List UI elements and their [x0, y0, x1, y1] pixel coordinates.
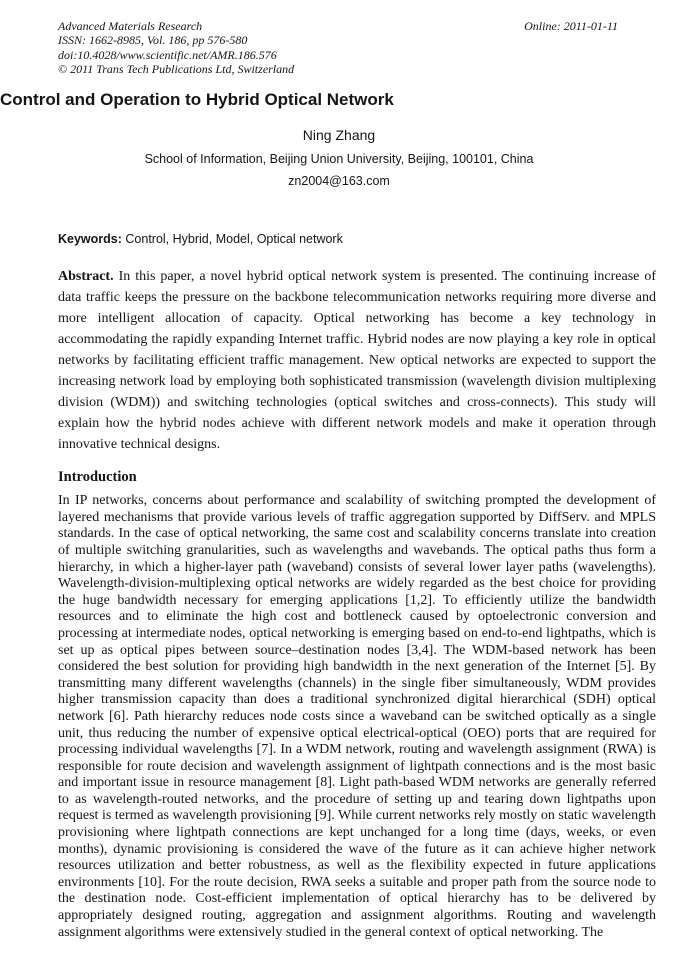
abstract-label: Abstract. [58, 269, 114, 285]
author-name: Ning Zhang [302, 127, 376, 144]
keywords-line [58, 232, 656, 247]
author-affiliation: School of Information, Beijing Union University, Beijing, 100101, China [144, 152, 534, 167]
journal-header [58, 19, 656, 76]
abstract-text: In this paper, a novel hybrid optical network system is presented. The continuing increase of data traffic keeps the pressure on the backbone telecommunication networks requiring more diverse and more intelligent allocation of capacity. Optical networking has become a key technology in accommodating the rapidly expanding Internet traffic. Hybrid nodes are now playing a key role in optical networks by facilitating efficient traffic management. New optical networks are expected to support the increasing network load by employing both sophisticated transmission (wavelength division multiplexing division (WDM)) and switching technologies (optical switches and cross-connects). This study will explain how the hybrid nodes achieve with different network models and make it operation through innovative technical designs. [58, 269, 657, 453]
author-email: zn2004@163.com [288, 174, 390, 189]
page-title: Control and Operation to Hybrid Optical Network [0, 90, 394, 110]
keywords-label: Keywords: [58, 232, 122, 247]
journal-name: Advanced Materials Research [58, 19, 203, 33]
section-heading-introduction: Introduction [58, 469, 137, 486]
abstract-paragraph [58, 266, 656, 455]
journal-doi-line: doi:10.4028/www.scientific.net/AMR.186.576 [58, 47, 277, 62]
section-body-introduction: In IP networks, concerns about performance and scalability of switching prompted the development of layered mechanisms that provide various levels of traffic aggregation supported by DiffServ. and MPLS standards. In the case of optical networking, the same cost and scalability concerns translate into creation of multiple switching granularities, such as wavelengths and wavebands. The optical paths thus form a hierarchy, in which a higher-layer path (waveband) consists of several lower layer paths (wavelengths). Wavelength-division-multiplexing optical networks are widely regarded as the best choice for providing the huge bandwidth necessary for emerging applications [1,2]. To efficiently utilize the bandwidth resources and to eliminate the high cost and bottleneck caused by optoelectronic conversion and processing at intermediate nodes, optical networking is emerging based on end-to-end lightpaths, which is set up as optical pipes between source–destination nodes [3,4]. The WDM-based network has been considered the best solution for providing high bandwidth in the next generation of the Internet [5]. By transmitting many different wavelengths (channels) in the single fiber simultaneously, WDM provides higher transmission capacity than does a traditional synchronized digital hierarchical (SDH) optical network [6]. Path hierarchy reduces node costs since a waveband can be switched optically as a single unit, thus reducing the number of expensive optical electrical-optical (OEO) ports that are required for processing individual wavelengths [7]. In a WDM network, routing and wavelength assignment (RWA) is responsible for route decision and wavelength assignment of lightpath connections and is the most basic and important issue in resource management [8]. Light path-based WDM networks are generally referred to as wavelength-routed networks, and the procedure of setting up and tearing down lightpaths upon request is termed as wavelength provisioning [9]. While current networks rely mostly on static wavelength provisioning where lightpath connections are kept unchanged for a long time (days, weeks, or even months), dynamic provisioning is considered the wave of the future as it can achieve higher network resources utilization and better robustness, as well as the flexibility expected in future applications environments [10]. For the route decision, RWA seeks a suitable and proper path from the source node to the destination node. Cost-efficient implementation of optical hierarchy has to be delivered by appropriately designed routing, aggregation and assignment algorithms. Routing and wavelength assignment algorithms were extensively studied in the general context of optical networking. The [58, 493, 656, 940]
keywords-value: Control, Hybrid, Model, Optical network [125, 232, 343, 247]
journal-copyright-line: © 2011 Trans Tech Publications Ltd, Switzerland [58, 61, 295, 76]
journal-issn-line: ISSN: 1662-8985, Vol. 186, pp 576-580 [58, 33, 248, 48]
journal-header-left [58, 19, 294, 76]
online-date: Online: 2011-01-11 [524, 19, 618, 33]
